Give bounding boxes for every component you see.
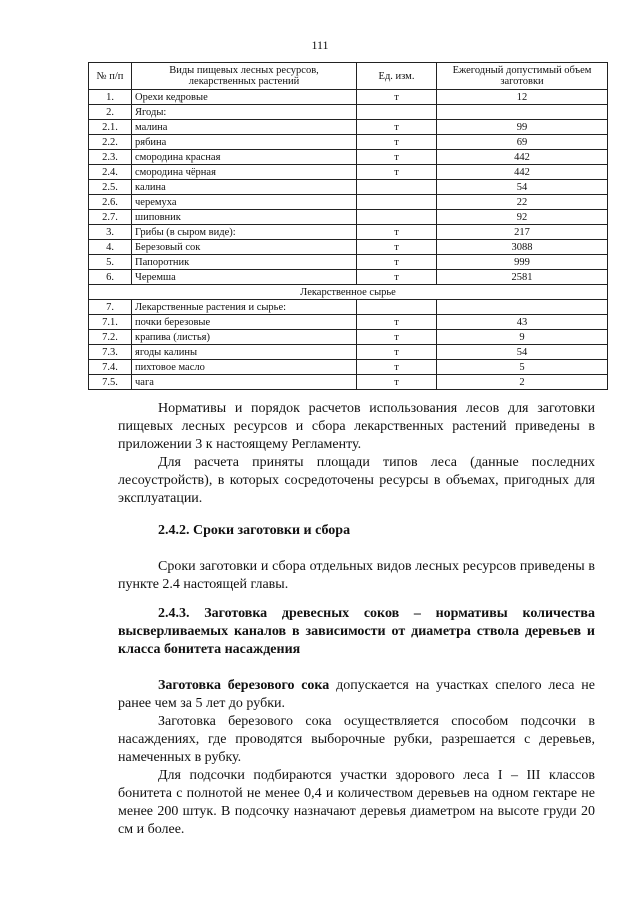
row-unit: т: [357, 360, 437, 375]
row-value: 43: [437, 315, 608, 330]
paragraph: Сроки заготовки и сбора отдельных видов лесных ресурсов приведены в пункте 2.4 настоящей главы.: [118, 559, 595, 592]
header-name: Виды пищевых лесных ресурсов, лекарственных растений: [132, 63, 357, 90]
row-value: 442: [437, 165, 608, 180]
row-unit: т: [357, 270, 437, 285]
row-value: 2: [437, 375, 608, 390]
table-row: [89, 240, 608, 255]
row-unit: т: [357, 165, 437, 180]
table-row: [89, 180, 608, 195]
table-row: [89, 270, 608, 285]
row-number: 1.: [89, 90, 132, 105]
row-number: 6.: [89, 270, 132, 285]
table-row: [89, 150, 608, 165]
row-value: 2581: [437, 270, 608, 285]
row-number: 7.: [89, 300, 132, 315]
row-unit: т: [357, 345, 437, 360]
row-name: калина: [132, 180, 357, 195]
row-unit: т: [357, 375, 437, 390]
row-name: Березовый сок: [132, 240, 357, 255]
row-number: 5.: [89, 255, 132, 270]
page-number: 111: [311, 38, 329, 52]
row-value: 22: [437, 195, 608, 210]
table-row: [89, 225, 608, 240]
paragraph: Заготовка березового сока осуществляется способом подсочки в насаждениях, где проводятся выборочные рубки, разрешается с деревьев, намеченных в рубку.: [118, 714, 595, 765]
section-title: Лекарственное сырье: [89, 285, 608, 300]
row-number: 7.5.: [89, 375, 132, 390]
row-unit: [357, 180, 437, 195]
table-row: [89, 375, 608, 390]
table-row: [89, 90, 608, 105]
heading-text: 2.4.3. Заготовка древесных соков – нормативы количества высверливаемых каналов в зависимости от диаметра ствола деревьев и класса бонитета насаждения: [118, 606, 595, 657]
row-unit: т: [357, 135, 437, 150]
row-value: 442: [437, 150, 608, 165]
table-row: [89, 330, 608, 345]
row-number: 2.3.: [89, 150, 132, 165]
header-value: Ежегодный допустимый объем заготовки: [437, 63, 608, 90]
body-block-2: [118, 558, 595, 594]
paragraph: Нормативы и порядок расчетов использования лесов для заготовки пищевых лесных ресурсов и сбора лекарственных растений приведены в приложении 3 к настоящему Регламенту.: [118, 401, 595, 452]
row-number: 2.6.: [89, 195, 132, 210]
table-section: [89, 285, 608, 300]
table-body-medicinal: [89, 300, 608, 390]
row-value: 54: [437, 180, 608, 195]
bold-lead: Заготовка березового сока: [158, 678, 330, 693]
row-value: 69: [437, 135, 608, 150]
row-name: рябина: [132, 135, 357, 150]
section-row: [89, 285, 608, 300]
row-unit: [357, 210, 437, 225]
row-value: 3088: [437, 240, 608, 255]
table-row: [89, 195, 608, 210]
paragraph: [118, 677, 595, 713]
section-heading: [118, 605, 595, 659]
row-number: 7.1.: [89, 315, 132, 330]
row-value: [437, 300, 608, 315]
row-name: Лекарственные растения и сырье:: [132, 300, 357, 315]
row-value: [437, 105, 608, 120]
body-block-3: [118, 677, 595, 839]
body-block-1: [118, 400, 595, 508]
row-number: 2.7.: [89, 210, 132, 225]
row-unit: т: [357, 120, 437, 135]
table-row: [89, 255, 608, 270]
row-unit: [357, 300, 437, 315]
row-number: 2.5.: [89, 180, 132, 195]
row-value: 92: [437, 210, 608, 225]
row-number: 2.4.: [89, 165, 132, 180]
paragraph-rest: допускается на участках спелого леса не ранее чем за 5 лет до рубки.: [118, 678, 595, 711]
row-number: 2.2.: [89, 135, 132, 150]
row-number: 2.: [89, 105, 132, 120]
row-name: шиповник: [132, 210, 357, 225]
table-row: [89, 120, 608, 135]
row-name: Черемша: [132, 270, 357, 285]
table-row: [89, 360, 608, 375]
row-name: Папоротник: [132, 255, 357, 270]
row-name: смородина красная: [132, 150, 357, 165]
row-value: 12: [437, 90, 608, 105]
row-unit: т: [357, 225, 437, 240]
table-row: [89, 345, 608, 360]
table-row: [89, 105, 608, 120]
table-row: [89, 300, 608, 315]
row-unit: т: [357, 330, 437, 345]
row-unit: т: [357, 240, 437, 255]
row-name: Грибы (в сыром виде):: [132, 225, 357, 240]
header-num: № п/п: [89, 63, 132, 90]
table-body-food: [89, 90, 608, 285]
table-row: [89, 135, 608, 150]
heading-text: 2.4.2. Сроки заготовки и сбора: [158, 523, 351, 538]
row-name: ягоды калины: [132, 345, 357, 360]
table-row: [89, 165, 608, 180]
row-unit: [357, 195, 437, 210]
row-name: пихтовое масло: [132, 360, 357, 375]
row-unit: т: [357, 150, 437, 165]
row-name: Орехи кедровые: [132, 90, 357, 105]
row-number: 2.1.: [89, 120, 132, 135]
row-number: 3.: [89, 225, 132, 240]
row-value: 5: [437, 360, 608, 375]
paragraph: Для расчета приняты площади типов леса (данные последних лесоустройств), в которых сосредоточены ресурсы в объемах, пригодных для эксплуатации.: [118, 455, 595, 506]
row-value: 9: [437, 330, 608, 345]
row-name: смородина чёрная: [132, 165, 357, 180]
row-unit: т: [357, 90, 437, 105]
row-name: почки березовые: [132, 315, 357, 330]
table-row: [89, 210, 608, 225]
row-value: 99: [437, 120, 608, 135]
row-number: 7.2.: [89, 330, 132, 345]
resources-table: [88, 62, 608, 390]
row-value: 54: [437, 345, 608, 360]
row-name: черемуха: [132, 195, 357, 210]
row-name: Ягоды:: [132, 105, 357, 120]
header-unit: Ед. изм.: [357, 63, 437, 90]
row-number: 4.: [89, 240, 132, 255]
row-value: 217: [437, 225, 608, 240]
table-row: [89, 315, 608, 330]
row-unit: [357, 105, 437, 120]
section-heading: [118, 522, 595, 540]
row-name: крапива (листья): [132, 330, 357, 345]
row-value: 999: [437, 255, 608, 270]
row-name: чага: [132, 375, 357, 390]
row-number: 7.3.: [89, 345, 132, 360]
row-unit: т: [357, 315, 437, 330]
paragraph: Для подсочки подбираются участки здорового леса I – III классов бонитета с полнотой не менее 0,4 и количеством деревьев на одном гектаре не менее 200 штук. В подсочку назначают деревья диаметром на высоте груди 20 см и более.: [118, 768, 595, 837]
row-name: малина: [132, 120, 357, 135]
row-unit: т: [357, 255, 437, 270]
table-header-row: [89, 63, 608, 90]
row-number: 7.4.: [89, 360, 132, 375]
